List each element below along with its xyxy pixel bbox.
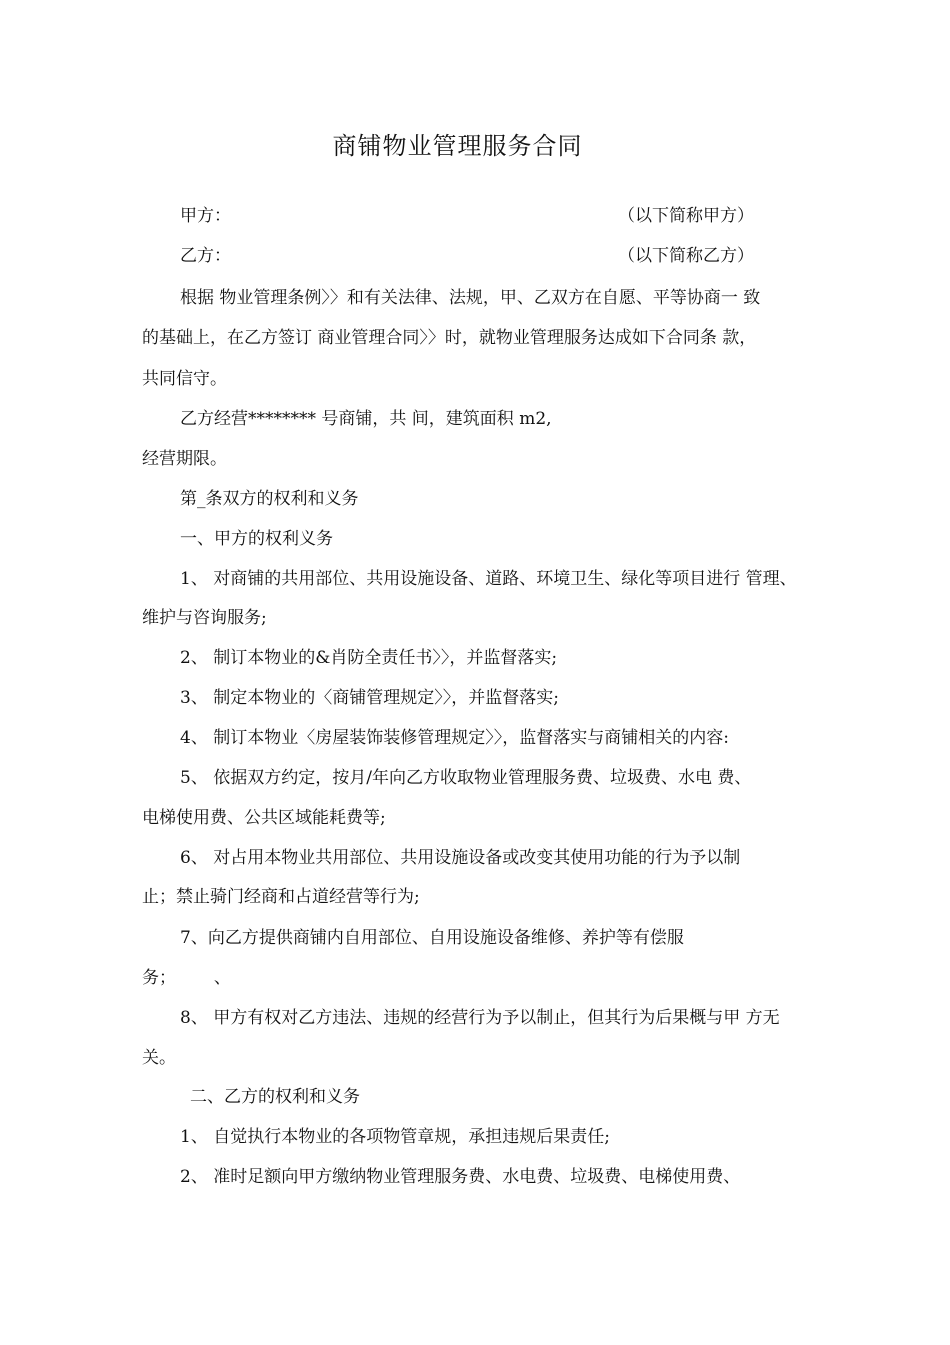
document-title: 商铺物业管理服务合同 [332, 132, 583, 160]
list-item: 1、 对商铺的共用部位、共用设施设备、道路、环境卫生、绿化等项目进行 管理、 [180, 569, 797, 589]
section-heading: 第_条双方的权利和义务 [180, 489, 359, 509]
list-item: 7、向乙方提供商铺内自用部位、自用设施设备维修、养护等有偿服 [180, 928, 684, 948]
paragraph-line: 共同信守。 [142, 369, 227, 389]
list-item-continuation: 维护与咨询服务; [142, 608, 267, 628]
list-item: 2、 制订本物业的&肖防全责任书〉〉，并监督落实; [180, 648, 558, 668]
party-b-label: 乙方： [180, 246, 231, 266]
party-a-label: 甲方： [180, 206, 231, 226]
subsection-heading: 一、甲方的权利义务 [180, 529, 333, 549]
party-a-note: （以下简称甲方） [618, 206, 754, 226]
list-item-continuation: 关。 [142, 1048, 176, 1068]
list-item-continuation: 止；禁止骑门经商和占道经营等行为; [142, 887, 420, 907]
list-item-continuation: 务； 、 [142, 968, 231, 988]
subsection-heading: 二、乙方的权利和义务 [190, 1087, 360, 1107]
list-item: 6、 对占用本物业共用部位、共用设施设备或改变其使用功能的行为予以制 [180, 848, 741, 868]
list-item-continuation: 电梯使用费、公共区域能耗费等; [142, 808, 386, 828]
list-item: 8、 甲方有权对乙方违法、违规的经营行为予以制止，但其行为后果概与甲 方无 [180, 1008, 780, 1028]
paragraph-line: 根据 物业管理条例〉〉和有关法律、法规，甲、乙双方在自愿、平等协商一 致 [180, 288, 761, 308]
list-item: 3、 制定本物业的〈商铺管理规定〉〉，并监督落实; [180, 688, 559, 708]
list-item: 2、 准时足额向甲方缴纳物业管理服务费、水电费、垃圾费、电梯使用费、 [180, 1167, 741, 1187]
list-item: 5、 依据双方约定，按月/年向乙方收取物业管理服务费、垃圾费、水电 费、 [180, 768, 752, 788]
paragraph-line: 的基础上，在乙方签订 商业管理合同〉〉时，就物业管理服务达成如下合同条 款， [142, 328, 757, 348]
party-b-note: （以下简称乙方） [618, 246, 754, 266]
list-item: 4、 制订本物业〈房屋装饰装修管理规定〉〉，监督落实与商铺相关的内容: [180, 728, 729, 748]
paragraph-line: 乙方经营******** 号商铺，共 间，建筑面积 m2, [180, 409, 552, 429]
list-item: 1、 自觉执行本物业的各项物管章规，承担违规后果责任; [180, 1127, 610, 1147]
paragraph-line: 经营期限。 [142, 449, 227, 469]
